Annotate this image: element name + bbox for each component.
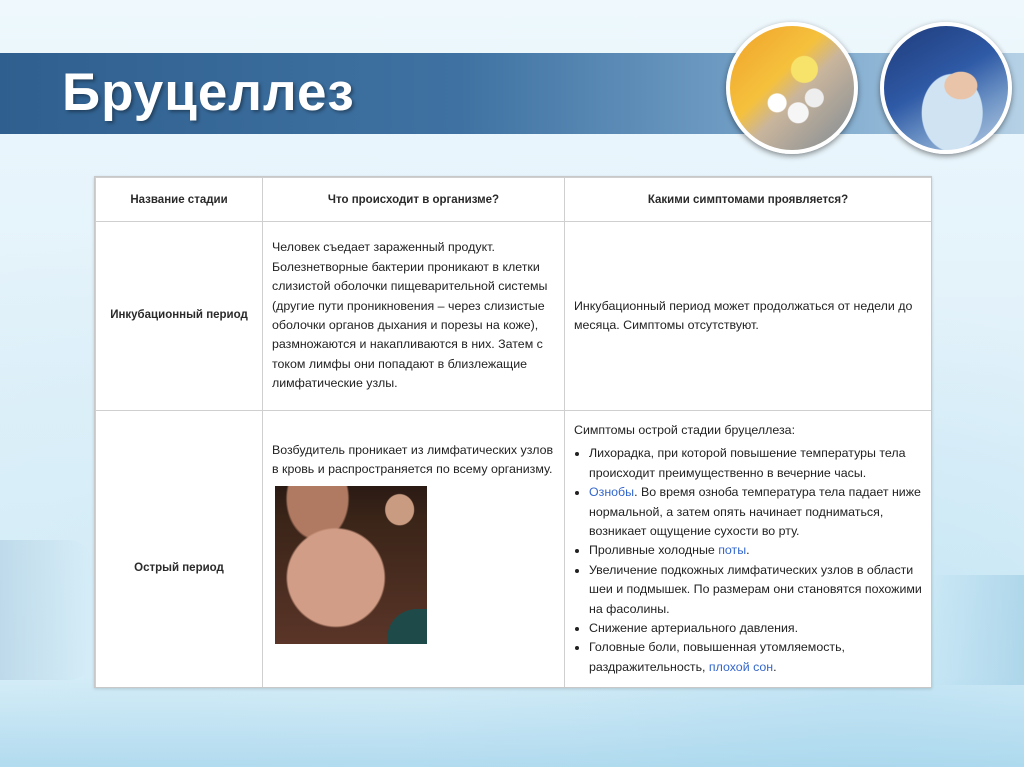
table-header-row	[96, 178, 932, 222]
stage-name: Инкубационный период	[96, 222, 263, 411]
pills-photo	[726, 22, 858, 154]
process-description: Возбудитель проникает из лимфатических узлов в кровь и распространяется по всему организму.	[272, 443, 554, 477]
table-row	[96, 411, 932, 689]
background-decoration-right	[929, 575, 1024, 685]
list-item: • Лихорадка, при которой повышение температуры тела происходит преимущественно в вечерние часы.	[589, 444, 922, 483]
symptoms-cell	[565, 411, 932, 689]
sweat-link[interactable]: поты	[718, 543, 747, 558]
stage-name: Острый период	[96, 411, 263, 689]
swollen-neck-photo	[275, 486, 427, 644]
list-item: • Проливные холодные поты.	[589, 541, 922, 560]
slide-title: Бруцеллез	[62, 63, 355, 122]
process-description: Человек съедает зараженный продукт. Болезнетворные бактерии проникают в клетки слизистой оболочки пищеварительной системы (другие пути проникновения – через слизистые оболочки органов дыхания и порезы на коже), размножаются и накапливаются в них. Затем с током лимфы они попадают в близлежащие лимфатические узлы.	[263, 222, 565, 411]
symptoms-intro: Симптомы острой стадии бруцеллеза:	[574, 423, 796, 437]
chills-link[interactable]: Ознобы	[589, 485, 635, 500]
header-symptoms: Какими симптомами проявляется?	[565, 178, 932, 222]
background-decoration-left	[0, 540, 90, 680]
list-item: • Ознобы. Во время озноба температура тела падает ниже нормальной, а затем опять начинает подниматься, возникает ощущение сухости во рту.	[589, 483, 922, 541]
symptoms-description: Инкубационный период может продолжаться от недели до месяца. Симптомы отсутствуют.	[565, 222, 932, 411]
background-decoration-bottom	[0, 677, 1024, 767]
stages-table	[95, 177, 932, 688]
bad-sleep-link[interactable]: плохой сон	[708, 659, 774, 674]
list-item: • Увеличение подкожных лимфатических узлов в области шеи и подмышек. По размерам они становятся похожими на фасолины.	[589, 561, 922, 619]
table-row	[96, 222, 932, 411]
brucellosis-table	[94, 176, 932, 688]
doctor-photo	[880, 22, 1012, 154]
header-process: Что происходит в организме?	[263, 178, 565, 222]
list-item: • Снижение артериального давления.	[589, 619, 922, 638]
list-item: • Головные боли, повышенная утомляемость, раздражительность, плохой сон.	[589, 638, 922, 677]
symptoms-list	[574, 444, 922, 677]
process-cell	[263, 411, 565, 689]
header-stage: Название стадии	[96, 178, 263, 222]
